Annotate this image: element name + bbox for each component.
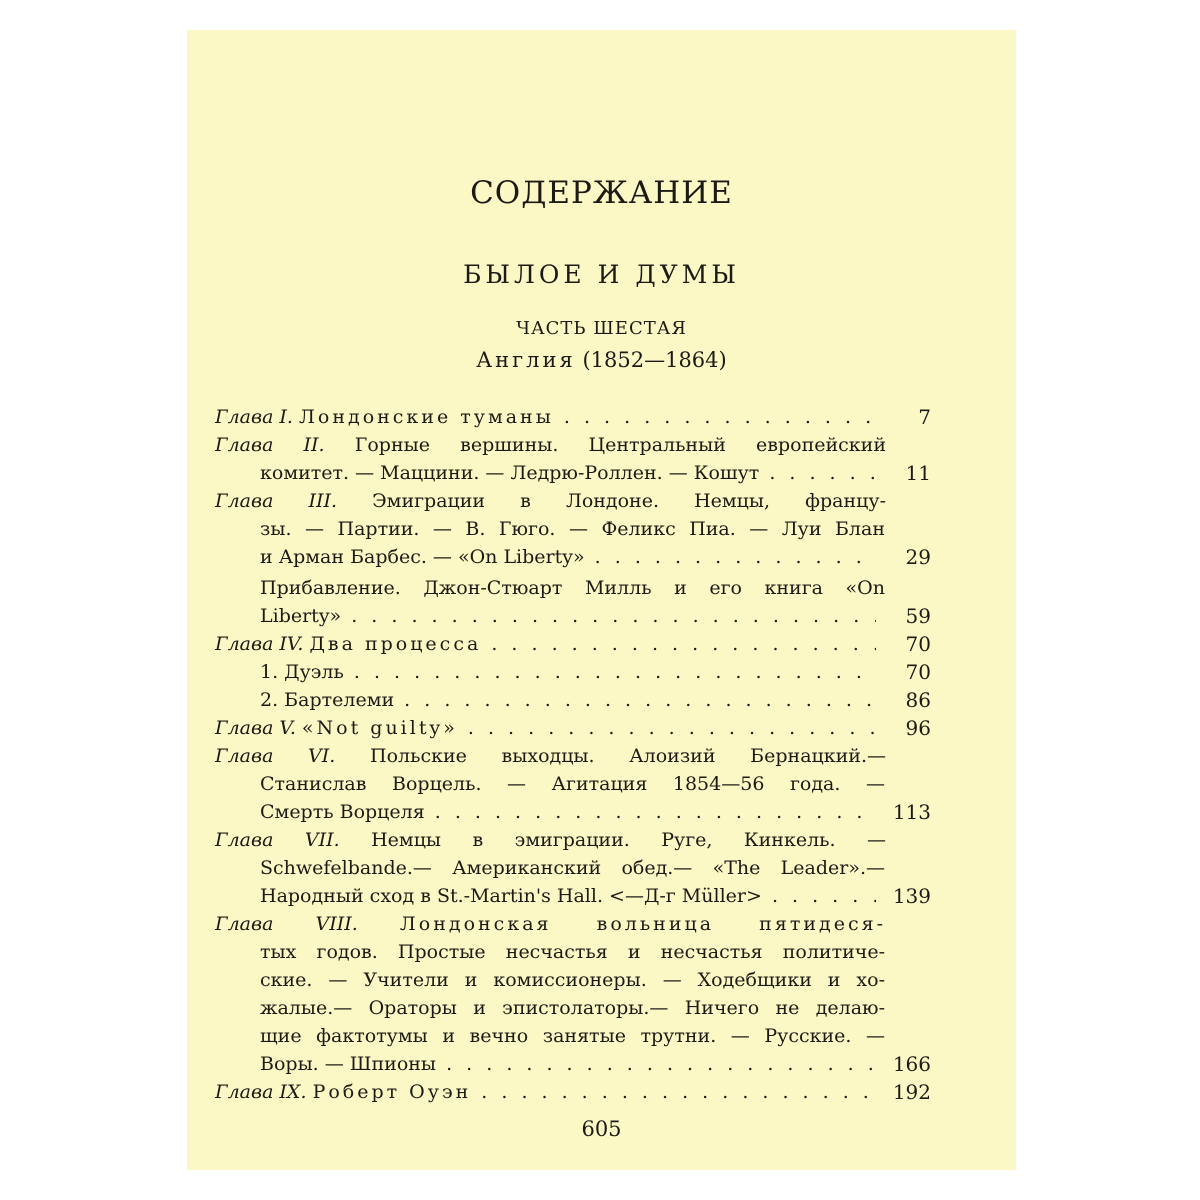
section-heading	[187, 348, 1016, 372]
chapter-title: Горные вершины. Центральный европейский	[354, 434, 886, 456]
chapter-title: Эмиграции в Лондоне. Немцы, францу-	[372, 490, 886, 512]
toc-entry	[187, 574, 1016, 604]
chapter-label: Глава VI.	[215, 745, 336, 767]
book-page	[187, 30, 1016, 1170]
toc-entry-continuation	[187, 882, 1016, 912]
chapter-subtitle: Schwefelbande.— Американский обед.— «The Leader».—	[260, 857, 885, 879]
toc-entry	[187, 658, 1016, 688]
chapter-subtitle: тых годов. Простые несчастья и несчастья политиче-	[260, 941, 885, 963]
chapter-label: Глава II.	[215, 434, 325, 456]
toc-entry	[187, 826, 1016, 856]
chapter-subtitle: и Арман Барбес. — «On Liberty» . . .	[260, 543, 876, 571]
page-number: 166	[892, 1052, 931, 1076]
entry-title: Прибавление. Джон-Стюарт Милль и его книга «On	[260, 577, 885, 599]
book-title: БЫЛОЕ И ДУМЫ	[463, 260, 740, 289]
chapter-subtitle: Станислав Ворцель. — Агитация 1854—56 года. —	[260, 773, 885, 795]
chapter-label: Глава III.	[215, 490, 338, 512]
page-number: 86	[905, 688, 931, 712]
chapter-label: Глава V.	[215, 717, 296, 739]
toc-entry-continuation	[187, 459, 1016, 489]
page-number: 96	[905, 716, 931, 740]
chapter-title: Роберт Оуэн	[312, 1081, 472, 1103]
entry-title: 1. Дуэль . . .	[260, 658, 876, 686]
page-number: 113	[892, 800, 931, 824]
toc-entry	[187, 910, 1016, 940]
page-number: 192	[892, 1080, 931, 1104]
chapter-title: Лондонские туманы	[299, 406, 554, 428]
chapter-subtitle: ские. — Учители и комиссионеры. — Ходебщики и хо-	[260, 969, 885, 991]
chapter-label: Глава VIII.	[215, 913, 358, 935]
page-number: 11	[905, 461, 931, 485]
toc-entry	[187, 431, 1016, 461]
toc-entry	[187, 487, 1016, 517]
entry-title: 2. Бартелеми . . .	[260, 686, 876, 714]
toc-entry	[187, 686, 1016, 716]
part-heading: ЧАСТЬ ШЕСТАЯ	[516, 318, 687, 339]
toc-entry	[187, 403, 1016, 433]
page-number: 7	[918, 405, 931, 429]
page-number: 29	[905, 545, 931, 569]
toc-entry-continuation	[187, 854, 1016, 884]
toc-entry-continuation	[187, 966, 1016, 996]
page-number: 70	[905, 632, 931, 656]
folio-page-number: 605	[581, 1117, 622, 1141]
toc-entry-continuation	[187, 798, 1016, 828]
page-number: 139	[892, 884, 931, 908]
toc-entry-continuation	[187, 994, 1016, 1024]
chapter-subtitle: щие фактотумы и вечно занятые трутни. — Русские. —	[260, 1025, 885, 1047]
chapter-label: Глава I.	[215, 406, 293, 428]
chapter-title: Польские выходцы. Алоизий Бернацкий.—	[370, 745, 886, 767]
toc-entry-continuation	[187, 1050, 1016, 1080]
chapter-subtitle: Воры. — Шпионы . . .	[260, 1050, 876, 1078]
chapter-subtitle: комитет. — Маццини. — Ледрю-Роллен. — Кошут . . .	[260, 459, 876, 487]
chapter-title: Лондонская вольница пятидеся-	[399, 913, 886, 935]
toc-entry-continuation	[187, 515, 1016, 545]
section-years: (1852—1864)	[582, 348, 727, 372]
toc-entry	[187, 742, 1016, 772]
chapter-subtitle: Народный сход в St.-Martin's Hall. <—Д-г Müller> . . .	[260, 882, 876, 910]
toc-entry-continuation	[187, 543, 1016, 573]
page-number: 59	[905, 604, 931, 628]
entry-title-continuation: Liberty» . . .	[260, 602, 876, 630]
toc-entry-continuation	[187, 938, 1016, 968]
page-number: 70	[905, 660, 931, 684]
chapter-title: «Not guilty»	[301, 717, 458, 739]
toc-entry-continuation	[187, 1022, 1016, 1052]
toc-entry	[187, 1078, 1016, 1108]
page-title: СОДЕРЖАНИЕ	[470, 175, 733, 211]
chapter-subtitle: жалые.— Ораторы и эпистолаторы.— Ничего не делаю-	[260, 997, 885, 1019]
chapter-label: Глава IV.	[215, 633, 304, 655]
chapter-title: Два процесса	[309, 633, 482, 655]
chapter-title: Немцы в эмиграции. Руге, Кинкель. —	[371, 829, 886, 851]
toc-entry-continuation	[187, 602, 1016, 632]
chapter-subtitle: Смерть Ворцеля . . .	[260, 798, 876, 826]
toc-entry-continuation	[187, 770, 1016, 800]
toc-entry	[187, 630, 1016, 660]
chapter-subtitle: зы. — Партии. — В. Гюго. — Феликс Пиа. — Луи Блан	[260, 518, 885, 540]
toc-entry	[187, 714, 1016, 744]
section-name: Англия	[476, 348, 576, 372]
chapter-label: Глава VII.	[215, 829, 340, 851]
chapter-label: Глава IX.	[215, 1081, 307, 1103]
